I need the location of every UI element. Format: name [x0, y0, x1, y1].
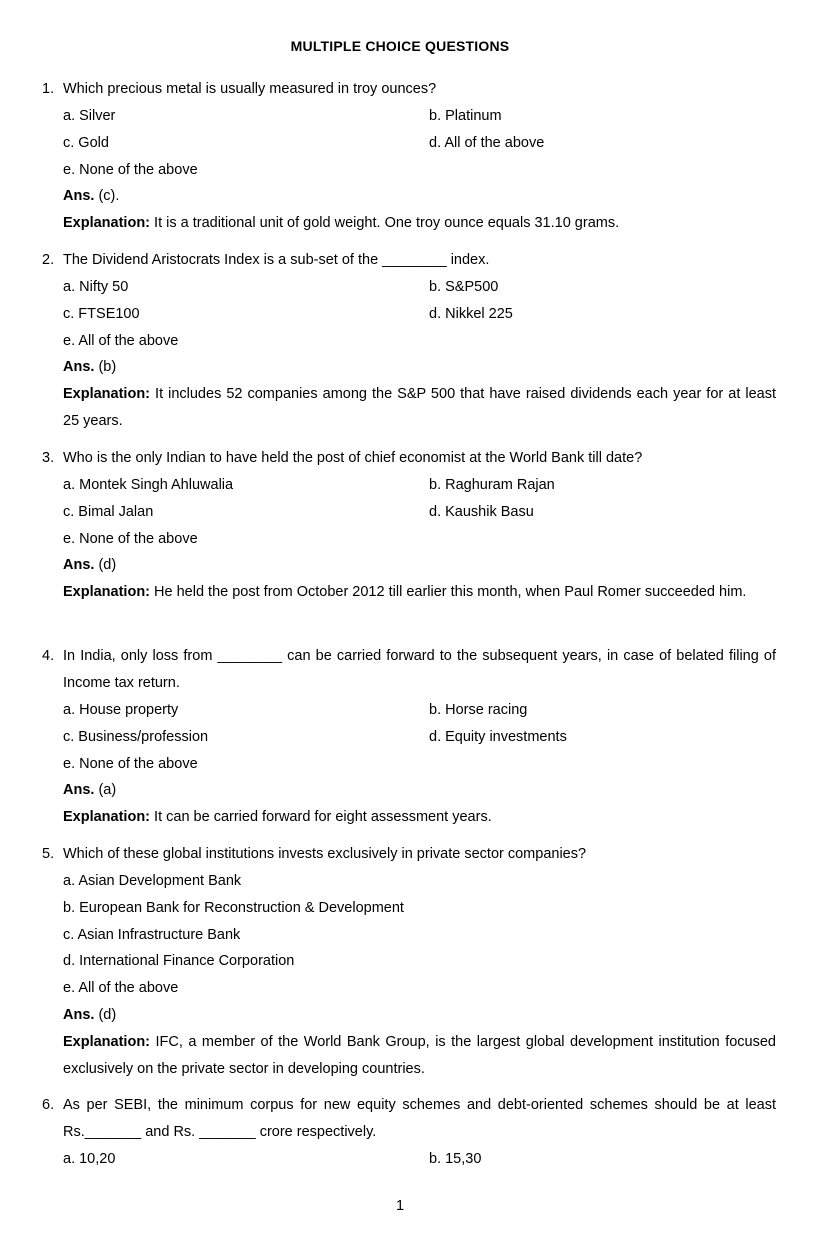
answer: [63, 1002, 776, 1029]
option-e: e. All of the above: [63, 980, 179, 997]
explanation: [63, 804, 776, 831]
question-text: Who is the only Indian to have held the post of chief economist at the World Bank till date?: [63, 450, 643, 466]
explanation-text: It is a traditional unit of gold weight. One troy ounce equals 31.10 grams.: [150, 215, 620, 232]
answer-value: (c).: [94, 188, 120, 205]
explanation-label: Explanation:: [63, 1033, 151, 1050]
question-number: 3.: [42, 450, 55, 466]
answer-label: Ans.: [63, 557, 95, 574]
option-a: a. 10,20: [63, 1150, 116, 1167]
option-a: a. Nifty 50: [63, 278, 129, 295]
option-e: e. None of the above: [63, 161, 198, 178]
explanation: [63, 381, 776, 435]
answer-value: (d): [94, 557, 117, 574]
option-b: b. Horse racing: [429, 701, 528, 718]
option-e: e. All of the above: [63, 332, 179, 349]
answer-value: (d): [94, 1006, 117, 1023]
question-4: [42, 643, 776, 831]
option-c: c. FTSE100: [63, 305, 140, 322]
option-d: d. All of the above: [429, 134, 545, 151]
explanation-text: It includes 52 companies among the S&P 500 that have raised dividends each year for at least 25 years.: [63, 386, 776, 429]
option-c: c. Asian Infrastructure Bank: [63, 926, 241, 943]
option-b: b. S&P500: [429, 278, 499, 295]
page-title: MULTIPLE CHOICE QUESTIONS: [290, 38, 510, 54]
question-number: 6.: [42, 1097, 55, 1113]
explanation-label: Explanation:: [63, 584, 151, 601]
answer-value: (a): [94, 782, 117, 799]
question-text: The Dividend Aristocrats Index is a sub-set of the ________ index.: [63, 252, 490, 268]
explanation: [63, 1029, 776, 1083]
option-d: d. Nikkel 225: [429, 305, 513, 322]
question-number: 2.: [42, 252, 55, 268]
explanation-text: He held the post from October 2012 till earlier this month, when Paul Romer succeeded him.: [150, 584, 747, 601]
option-b: b. Raghuram Rajan: [429, 476, 555, 493]
question-number: 4.: [42, 648, 55, 664]
option-b: b. 15,30: [429, 1150, 482, 1167]
option-d: d. Equity investments: [429, 728, 567, 745]
option-c: c. Bimal Jalan: [63, 503, 154, 520]
answer: [63, 777, 776, 804]
option-e: e. None of the above: [63, 530, 198, 547]
question-number: 1.: [42, 81, 55, 97]
question-3: [42, 445, 776, 606]
explanation-text: IFC, a member of the World Bank Group, is the largest global development institution focused exclusively on the private sector in developing countries.: [63, 1033, 776, 1077]
question-6: [42, 1092, 776, 1173]
question-2: [42, 247, 776, 435]
explanation-label: Explanation:: [63, 809, 151, 826]
answer-label: Ans.: [63, 1006, 95, 1023]
option-b: b. European Bank for Reconstruction & Development: [63, 899, 404, 916]
question-number: 5.: [42, 846, 55, 862]
explanation: [63, 210, 776, 237]
option-d: d. International Finance Corporation: [63, 953, 295, 970]
option-a: a. Silver: [63, 107, 116, 124]
option-a: a. Asian Development Bank: [63, 872, 242, 889]
option-a: a. Montek Singh Ahluwalia: [63, 476, 234, 493]
question-text: Which of these global institutions invests exclusively in private sector companies?: [63, 846, 587, 862]
explanation-text: It can be carried forward for eight assessment years.: [150, 809, 492, 826]
option-c: c. Gold: [63, 134, 109, 151]
question-text: Which precious metal is usually measured in troy ounces?: [63, 81, 437, 97]
option-c: c. Business/profession: [63, 728, 209, 745]
answer: [63, 183, 776, 210]
page-number: 1: [395, 1198, 405, 1214]
question-text: As per SEBI, the minimum corpus for new equity schemes and debt-oriented schemes should be at least Rs._______ and Rs. _______ crore respectively.: [63, 1097, 776, 1140]
question-5: [42, 841, 776, 1082]
explanation-label: Explanation:: [63, 386, 151, 403]
explanation-label: Explanation:: [63, 215, 151, 232]
answer-label: Ans.: [63, 188, 95, 205]
answer-value: (b): [94, 359, 117, 376]
answer: [63, 354, 776, 381]
explanation: [63, 579, 776, 606]
question-1: [42, 76, 776, 237]
answer-label: Ans.: [63, 782, 95, 799]
question-text: In India, only loss from ________ can be carried forward to the subsequent years, in case of belated filing of Income tax return.: [63, 648, 776, 691]
option-e: e. None of the above: [63, 755, 198, 772]
answer: [63, 552, 776, 579]
option-b: b. Platinum: [429, 107, 502, 124]
answer-label: Ans.: [63, 359, 95, 376]
option-a: a. House property: [63, 701, 179, 718]
option-d: d. Kaushik Basu: [429, 503, 534, 520]
